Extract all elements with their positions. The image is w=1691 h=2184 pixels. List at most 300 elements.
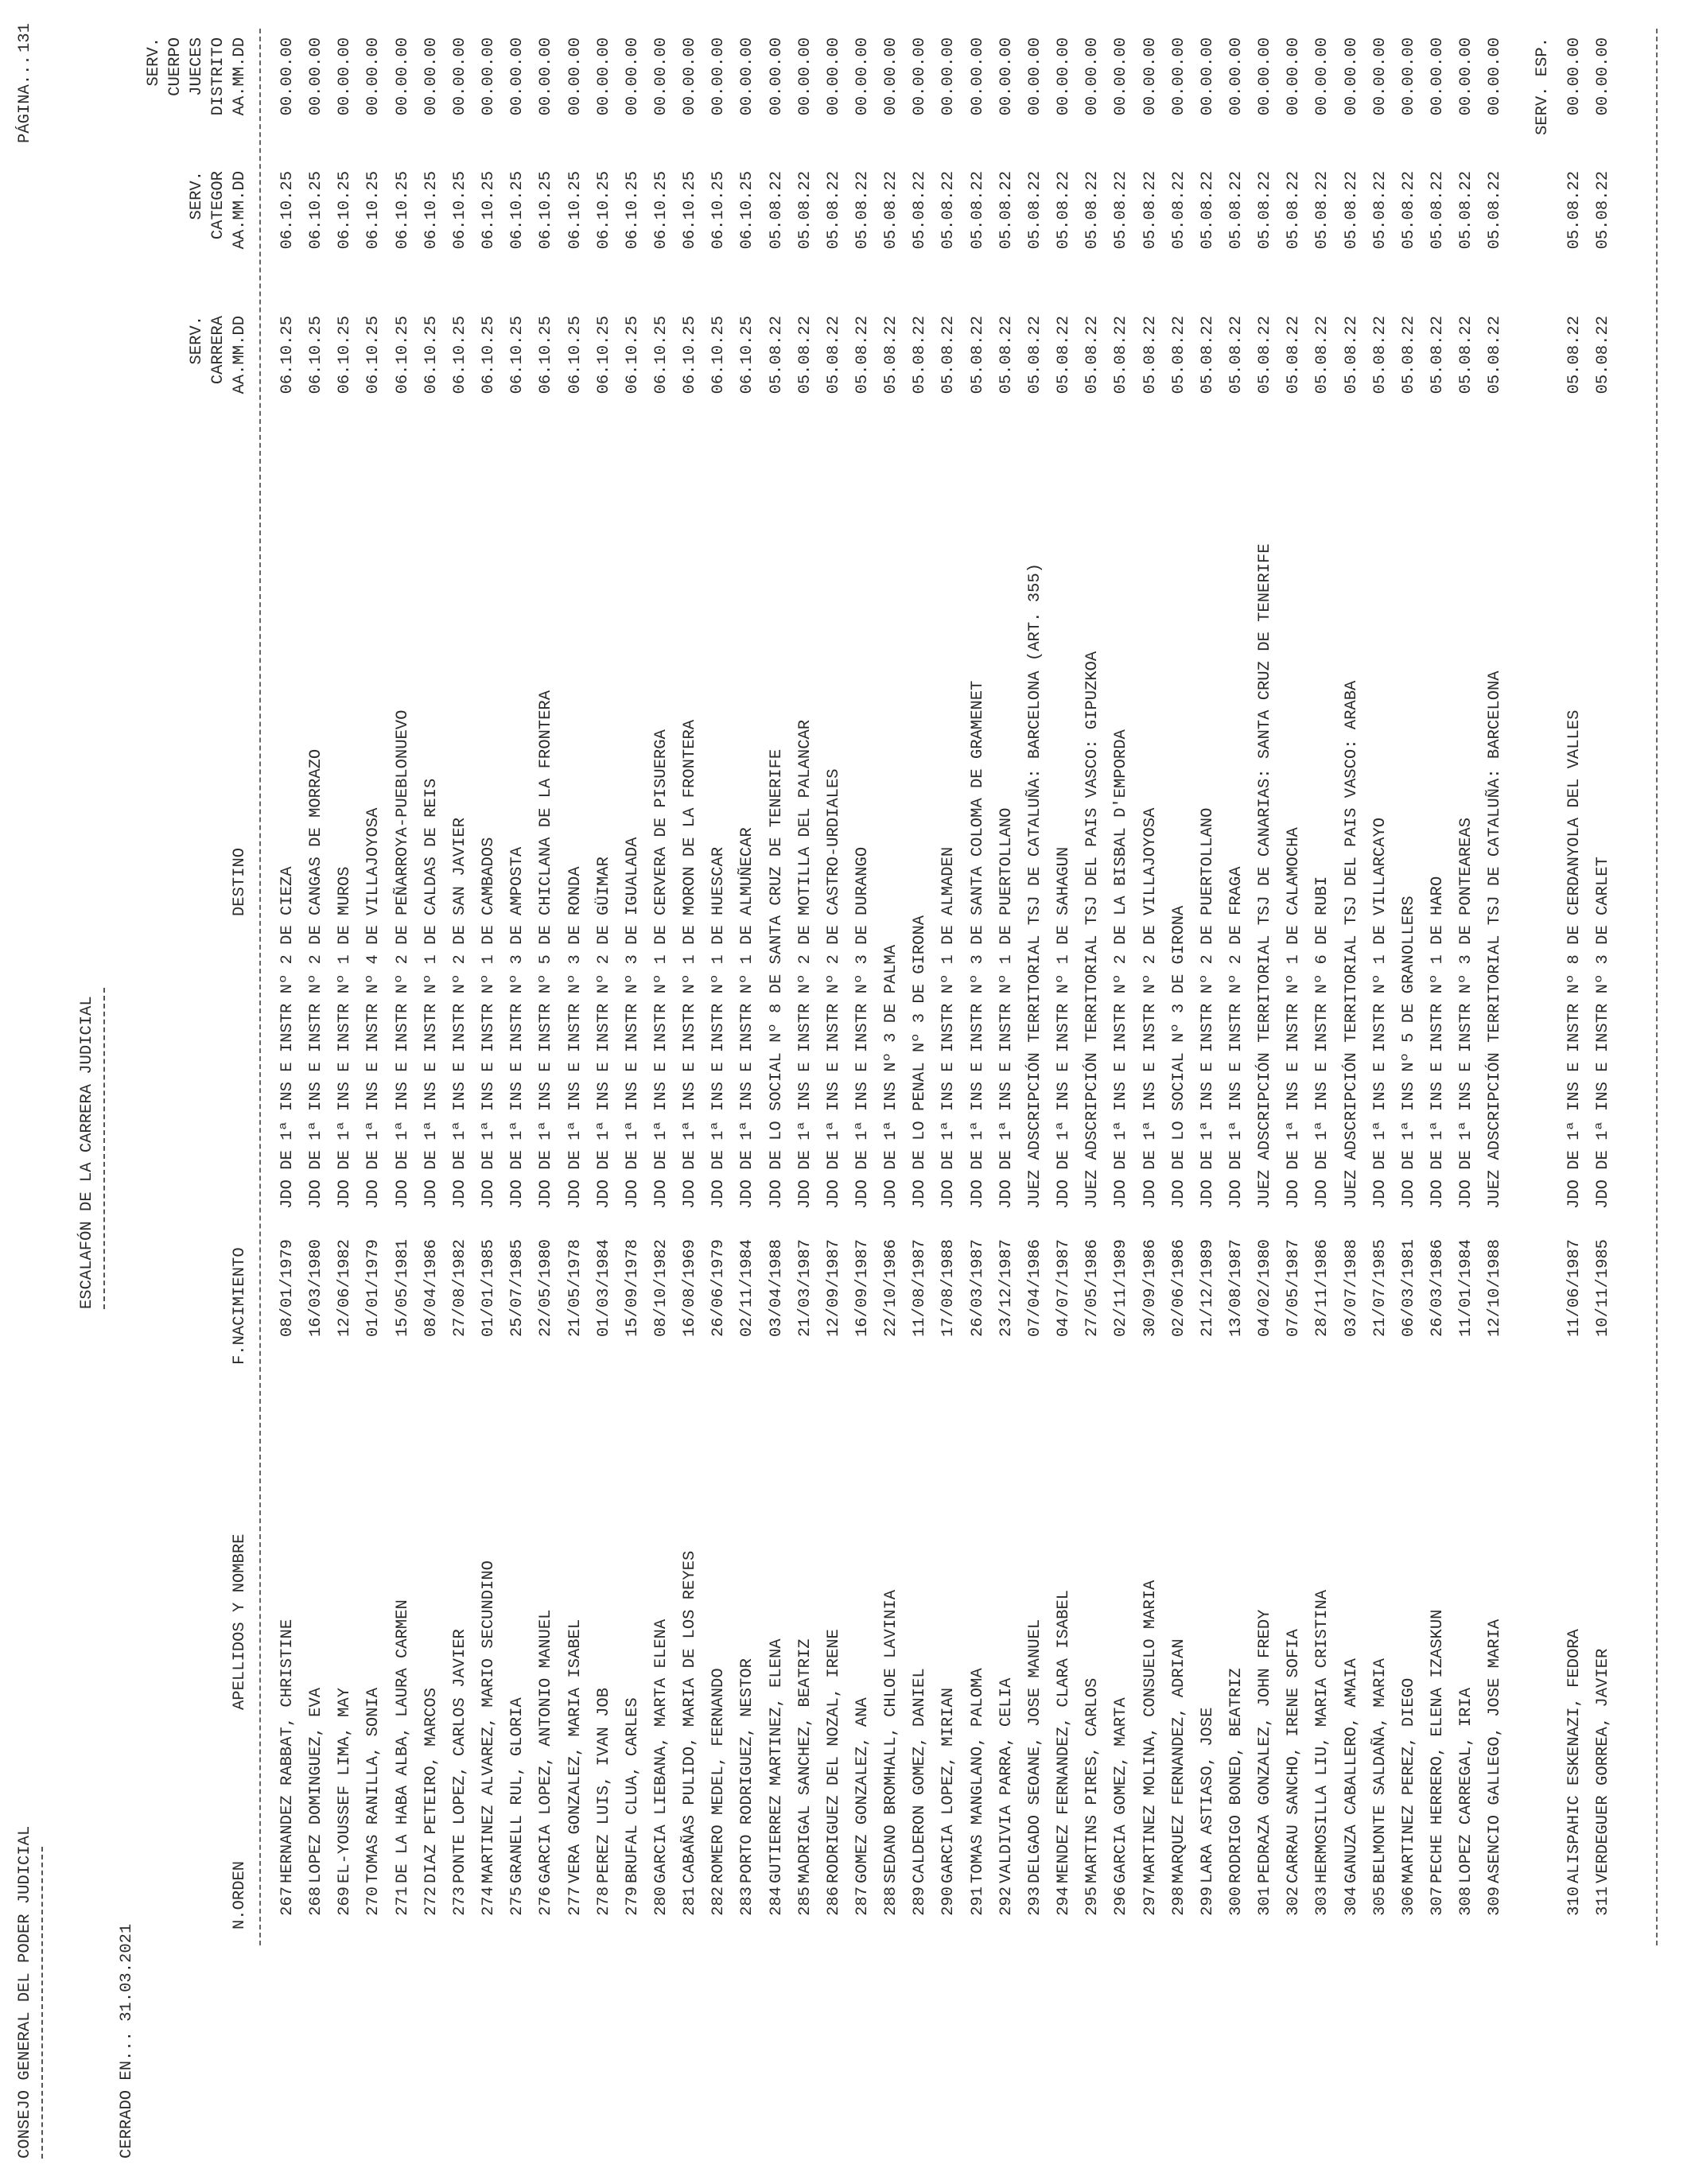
col-header-serv-body-4: DISTRITO	[209, 37, 227, 116]
row-name: SEDANO BROMHALL, CHLOE LAVINIA	[882, 1589, 901, 1883]
col-header-destination: DESTINO	[231, 847, 249, 916]
row-destination: JUEZ ADSCRIPCIÓN TERRITORIAL TSJ DE CATALUÑA: BARCELONA (ART. 355)	[1025, 563, 1044, 1209]
table-row	[1424, 0, 1452, 2184]
header-rule	[259, 29, 261, 1945]
row-birth: 22/10/1986	[882, 1239, 901, 1338]
row-serv-career: 05.08.22	[1594, 316, 1613, 394]
row-serv-category: 05.08.22	[767, 171, 786, 250]
row-serv-body: 00.00.00	[1486, 37, 1505, 116]
row-birth: 11/06/1987	[1565, 1239, 1584, 1338]
row-destination: JDO DE LO PENAL Nº 3 DE GIRONA	[911, 915, 930, 1209]
row-birth: 02/11/1989	[1112, 1239, 1131, 1338]
row-name: RODRIGUEZ DEL NOZAL, IRENE	[824, 1629, 843, 1883]
row-serv-category: 05.08.22	[853, 171, 872, 250]
table-row	[1137, 0, 1165, 2184]
row-serv-category: 05.08.22	[1055, 171, 1074, 250]
row-serv-career: 06.10.25	[364, 316, 383, 394]
table-row	[763, 0, 791, 2184]
row-serv-career: 05.08.22	[1399, 316, 1418, 394]
row-name: CARRAU SANCHO, IRENE SOFIA	[1285, 1629, 1304, 1883]
row-serv-body: 00.00.00	[480, 37, 499, 116]
page-title-underline	[103, 988, 105, 1309]
row-serv-category: 06.10.25	[709, 171, 729, 250]
row-serv-career: 05.08.22	[911, 316, 930, 394]
row-serv-category: 05.08.22	[997, 171, 1016, 250]
table-row	[1338, 0, 1366, 2184]
row-serv-body: 00.00.00	[1594, 37, 1613, 116]
col-header-serv-body-1: SERV.	[145, 37, 163, 87]
row-serv-body: 00.00.00	[1198, 37, 1217, 116]
page-label: PÁGINA...	[16, 55, 34, 143]
table-row	[964, 0, 993, 2184]
row-name: CALDERON GOMEZ, DANIEL	[911, 1668, 930, 1883]
table-row	[274, 0, 302, 2184]
row-name: MARTINEZ PEREZ, DIEGO	[1399, 1677, 1418, 1883]
row-birth: 21/07/1985	[1370, 1239, 1390, 1338]
table-row	[1251, 0, 1280, 2184]
row-birth: 21/03/1987	[795, 1239, 814, 1338]
row-order: 289	[911, 1887, 930, 1916]
row-birth: 13/08/1987	[1226, 1239, 1246, 1338]
col-header-serv-career-3: AA.MM.DD	[231, 316, 249, 394]
row-serv-career: 06.10.25	[393, 316, 412, 394]
row-name: MARTINEZ ALVAREZ, MARIO SECUNDINO	[480, 1560, 499, 1883]
col-header-order: N.ORDEN	[231, 1860, 249, 1929]
row-serv-career: 06.10.25	[480, 316, 499, 394]
row-destination: JDO DE 1ª INS E INSTR Nº 3 DE CARLET	[1594, 857, 1613, 1209]
row-order: 311	[1594, 1887, 1613, 1916]
row-serv-career: 06.10.25	[508, 316, 527, 394]
row-name: PECHE HERRERO, ELENA IZASKUN	[1429, 1609, 1447, 1883]
table-row	[705, 0, 733, 2184]
row-serv-category: 05.08.22	[939, 171, 958, 250]
row-birth: 12/10/1988	[1486, 1239, 1505, 1338]
row-serv-body: 00.00.00	[1025, 37, 1044, 116]
row-destination: JDO DE 1ª INS E INSTR Nº 1 DE CALDAS DE REIS	[422, 778, 441, 1209]
closed-date: CERRADO EN... 31.03.2021	[118, 1923, 136, 2159]
table-row	[475, 0, 503, 2184]
row-serv-career: 06.10.25	[681, 316, 700, 394]
row-serv-career: 06.10.25	[307, 316, 326, 394]
row-destination: JDO DE 1ª INS E INSTR Nº 2 DE CANGAS DE MORRAZO	[307, 748, 326, 1209]
row-order: 283	[738, 1887, 757, 1916]
row-order: 277	[566, 1887, 585, 1916]
row-serv-body: 00.00.00	[939, 37, 958, 116]
table-row	[877, 0, 906, 2184]
row-serv-career: 05.08.22	[997, 316, 1016, 394]
table-row	[993, 0, 1021, 2184]
row-order: 268	[307, 1887, 326, 1916]
row-serv-body: 00.00.00	[1112, 37, 1131, 116]
row-serv-body: 00.00.00	[278, 37, 297, 116]
table-row	[1021, 0, 1050, 2184]
row-serv-body: 00.00.00	[1226, 37, 1246, 116]
row-serv-body: 00.00.00	[566, 37, 585, 116]
row-birth: 22/05/1980	[537, 1239, 556, 1338]
row-name: DELGADO SEOANE, JOSE MANUEL	[1025, 1619, 1044, 1883]
table-row	[1452, 0, 1481, 2184]
row-birth: 11/08/1987	[911, 1239, 930, 1338]
row-name: VALDIVIA PARRA, CELIA	[997, 1677, 1016, 1883]
table-row	[1561, 0, 1589, 2184]
row-serv-category: 05.08.22	[968, 171, 987, 250]
row-serv-body: 00.00.00	[651, 37, 671, 116]
row-birth: 28/11/1986	[1313, 1239, 1332, 1338]
row-destination: JDO DE 1ª INS E INSTR Nº 4 DE VILLAJOYOSA	[364, 807, 383, 1209]
row-serv-body: 00.00.00	[1083, 37, 1102, 116]
table-row	[820, 0, 849, 2184]
row-serv-body: 00.00.00	[1399, 37, 1418, 116]
col-header-birth: F.NACIMIENTO	[231, 1247, 249, 1365]
row-serv-category: 05.08.22	[882, 171, 901, 250]
row-order: 307	[1429, 1887, 1447, 1916]
row-serv-career: 05.08.22	[1169, 316, 1188, 394]
row-serv-career: 05.08.22	[1285, 316, 1304, 394]
row-destination: JDO DE 1ª INS E INSTR Nº 1 DE VILLARCAYO	[1370, 817, 1390, 1209]
row-serv-category: 05.08.22	[1025, 171, 1044, 250]
row-serv-career: 05.08.22	[939, 316, 958, 394]
row-birth: 30/09/1986	[1141, 1239, 1160, 1338]
row-serv-body: 00.00.00	[1313, 37, 1332, 116]
row-serv-career: 05.08.22	[1025, 316, 1044, 394]
col-header-serv-body-5: AA.MM.DD	[231, 37, 249, 116]
row-serv-career: 05.08.22	[1313, 316, 1332, 394]
row-destination: JUEZ ADSCRIPCIÓN TERRITORIAL TSJ DEL PAIS VASCO: GIPUZKOA	[1083, 651, 1102, 1209]
row-serv-category: 05.08.22	[1256, 171, 1275, 250]
row-serv-career: 05.08.22	[1370, 316, 1390, 394]
row-name: LARA ASTIASO, JOSE	[1198, 1707, 1217, 1883]
table-row	[590, 0, 619, 2184]
table-row	[647, 0, 676, 2184]
row-name: TOMAS RANILLA, SONIA	[364, 1687, 383, 1883]
row-name: GANUZA CABALLERO, AMAIA	[1342, 1658, 1361, 1883]
row-serv-body: 00.00.00	[853, 37, 872, 116]
row-order: 292	[997, 1887, 1016, 1916]
row-serv-career: 06.10.25	[450, 316, 469, 394]
col-header-name: APELLIDOS Y NOMBRE	[231, 1533, 249, 1710]
row-name: CABAÑAS PULIDO, MARIA DE LOS REYES	[681, 1550, 700, 1883]
row-name: PEDRAZA GONZALEZ, JOHN FREDY	[1256, 1609, 1275, 1883]
row-order: 290	[939, 1887, 958, 1916]
row-serv-body: 00.00.00	[422, 37, 441, 116]
row-birth: 10/11/1985	[1594, 1239, 1613, 1338]
row-serv-body: 00.00.00	[767, 37, 786, 116]
page-title: ESCALAFÓN DE LA CARRERA JUDICIAL	[78, 996, 96, 1309]
row-name: GARCIA LOPEZ, ANTONIO MANUEL	[537, 1609, 556, 1883]
row-name: LOPEZ CARREGAL, IRIA	[1457, 1687, 1476, 1883]
row-order: 291	[968, 1887, 987, 1916]
row-name: GARCIA LOPEZ, MIRIAN	[939, 1687, 958, 1883]
row-serv-body: 00.00.00	[393, 37, 412, 116]
row-serv-career: 05.08.22	[1226, 316, 1246, 394]
row-serv-category: 06.10.25	[681, 171, 700, 250]
row-serv-category: 05.08.22	[1370, 171, 1390, 250]
row-birth: 01/03/1984	[594, 1239, 613, 1338]
footer-rule	[1656, 29, 1658, 1945]
table-row	[331, 0, 360, 2184]
row-birth: 16/09/1987	[853, 1239, 872, 1338]
row-name: PONTE LOPEZ, CARLOS JAVIER	[450, 1629, 469, 1883]
row-order: 298	[1169, 1887, 1188, 1916]
row-destination: JDO DE 1ª INS E INSTR Nº 1 DE SAHAGUN	[1055, 846, 1074, 1209]
row-serv-category: 06.10.25	[537, 171, 556, 250]
row-serv-body: 00.00.00	[1429, 37, 1447, 116]
row-name: LOPEZ DOMINGUEZ, EVA	[307, 1687, 326, 1883]
row-name: GUTIERREZ MARTINEZ, ELENA	[767, 1638, 786, 1883]
row-name: MARTINEZ MOLINA, CONSUELO MARIA	[1141, 1580, 1160, 1883]
row-serv-career: 05.08.22	[1342, 316, 1361, 394]
row-serv-career: 05.08.22	[1055, 316, 1074, 394]
row-order: 310	[1565, 1887, 1584, 1916]
row-destination: JDO DE 1ª INS E INSTR Nº 3 DE SANTA COLOMA DE GRAMENET	[968, 680, 987, 1209]
row-destination: JDO DE 1ª INS E INSTR Nº 3 DE PONTEAREAS	[1457, 817, 1476, 1209]
table-row	[1079, 0, 1107, 2184]
table-row	[733, 0, 762, 2184]
row-serv-body: 00.00.00	[997, 37, 1016, 116]
row-birth: 03/04/1988	[767, 1239, 786, 1338]
row-order: 282	[709, 1887, 729, 1916]
row-order: 303	[1313, 1887, 1332, 1916]
row-destination: JUEZ ADSCRIPCIÓN TERRITORIAL TSJ DE CANARIAS: SANTA CRUZ DE TENERIFE	[1256, 543, 1275, 1209]
row-serv-career: 05.08.22	[1565, 316, 1584, 394]
row-order: 309	[1486, 1887, 1505, 1916]
row-serv-category: 06.10.25	[450, 171, 469, 250]
row-serv-category: 05.08.22	[1486, 171, 1505, 250]
row-destination: JDO DE 1ª INS E INSTR Nº 3 DE DURANGO	[853, 846, 872, 1209]
table-row	[1481, 0, 1510, 2184]
row-serv-career: 05.08.22	[795, 316, 814, 394]
row-serv-career: 05.08.22	[1141, 316, 1160, 394]
row-serv-body: 00.00.00	[537, 37, 556, 116]
row-birth: 01/01/1985	[480, 1239, 499, 1338]
row-name: TOMAS MANGLANO, PALOMA	[968, 1668, 987, 1883]
row-destination: JDO DE 1ª INS E INSTR Nº 2 DE CIEZA	[278, 866, 297, 1209]
row-serv-body: 00.00.00	[364, 37, 383, 116]
row-order: 269	[336, 1887, 355, 1916]
row-serv-career: 06.10.25	[651, 316, 671, 394]
row-destination: JDO DE 1ª INS E INSTR Nº 1 DE MORON DE LA FRONTERA	[681, 719, 700, 1209]
row-destination: JDO DE 1ª INS E INSTR Nº 8 DE CERDANYOLA DEL VALLES	[1565, 709, 1584, 1209]
col-header-serv-career-2: CARRERA	[209, 316, 227, 385]
row-destination: JDO DE 1ª INS E INSTR Nº 2 DE CASTRO-URDIALES	[824, 768, 843, 1209]
table-row	[1589, 0, 1618, 2184]
row-name: VERA GONZALEZ, MARIA ISABEL	[566, 1619, 585, 1883]
table-row	[389, 0, 418, 2184]
row-destination: JDO DE 1ª INS E INSTR Nº 1 DE PUERTOLLANO	[997, 807, 1016, 1209]
row-destination: JDO DE 1ª INS E INSTR Nº 3 DE AMPOSTA	[508, 846, 527, 1209]
row-serv-career: 05.08.22	[853, 316, 872, 394]
row-destination: JDO DE 1ª INS E INSTR Nº 2 DE GÜIMAR	[594, 857, 613, 1209]
row-birth: 11/01/1984	[1457, 1239, 1476, 1338]
row-birth: 26/03/1986	[1429, 1239, 1447, 1338]
table-row	[1366, 0, 1395, 2184]
row-birth: 27/08/1982	[450, 1239, 469, 1338]
row-serv-body: 00.00.00	[1256, 37, 1275, 116]
row-serv-category: 05.08.22	[1226, 171, 1246, 250]
row-name: PEREZ LUIS, IVAN JOB	[594, 1687, 613, 1883]
row-serv-career: 05.08.22	[1083, 316, 1102, 394]
row-destination: JDO DE 1ª INS E INSTR Nº 2 DE VILLAJOYOSA	[1141, 807, 1160, 1209]
row-destination: JDO DE 1ª INS Nº 5 DE GRANOLLERS	[1399, 896, 1418, 1209]
table-row	[532, 0, 561, 2184]
row-serv-body: 00.00.00	[1285, 37, 1304, 116]
row-birth: 07/04/1986	[1025, 1239, 1044, 1338]
row-destination: JDO DE 1ª INS E INSTR Nº 3 DE IGUALADA	[623, 837, 642, 1209]
row-serv-category: 06.10.25	[422, 171, 441, 250]
row-destination: JDO DE 1ª INS E INSTR Nº 2 DE SAN JAVIER	[450, 817, 469, 1209]
row-serv-category: 06.10.25	[738, 171, 757, 250]
row-destination: JDO DE 1ª INS E INSTR Nº 3 DE RONDA	[566, 866, 585, 1209]
row-order: 267	[278, 1887, 297, 1916]
row-serv-category: 06.10.25	[651, 171, 671, 250]
table-row	[1308, 0, 1337, 2184]
row-order: 281	[681, 1887, 700, 1916]
row-serv-category: 06.10.25	[307, 171, 326, 250]
row-name: GRANELL RUL, GLORIA	[508, 1697, 527, 1883]
row-order: 272	[422, 1887, 441, 1916]
row-serv-body: 00.00.00	[1169, 37, 1188, 116]
row-birth: 12/06/1982	[336, 1239, 355, 1338]
row-order: 302	[1285, 1887, 1304, 1916]
row-serv-body: 00.00.00	[1370, 37, 1390, 116]
table-row	[1107, 0, 1136, 2184]
row-destination: JDO DE 1ª INS E INSTR Nº 2 DE FRAGA	[1226, 866, 1246, 1209]
row-birth: 01/01/1979	[364, 1239, 383, 1338]
row-serv-body: 00.00.00	[1565, 37, 1584, 116]
row-birth: 08/01/1979	[278, 1239, 297, 1338]
row-serv-body: 00.00.00	[1342, 37, 1361, 116]
row-destination: JUEZ ADSCRIPCIÓN TERRITORIAL TSJ DE CATALUÑA: BARCELONA	[1486, 670, 1505, 1209]
row-serv-career: 06.10.25	[278, 316, 297, 394]
row-birth: 15/05/1981	[393, 1239, 412, 1338]
row-serv-career: 06.10.25	[566, 316, 585, 394]
row-serv-career: 05.08.22	[1198, 316, 1217, 394]
row-order: 274	[480, 1887, 499, 1916]
col-header-serv-career-1: SERV.	[188, 316, 206, 365]
row-serv-category: 06.10.25	[480, 171, 499, 250]
row-name: MENDEZ FERNANDEZ, CLARA ISABEL	[1055, 1589, 1074, 1883]
row-name: GARCIA LIEBANA, MARTA ELENA	[651, 1619, 671, 1883]
row-birth: 07/05/1987	[1285, 1239, 1304, 1338]
row-birth: 21/05/1978	[566, 1239, 585, 1338]
row-serv-career: 05.08.22	[1457, 316, 1476, 394]
row-serv-category: 06.10.25	[594, 171, 613, 250]
row-name: MARQUEZ FERNANDEZ, ADRIAN	[1169, 1638, 1188, 1883]
row-serv-category: 05.08.22	[1285, 171, 1304, 250]
col-header-serv-category-2: CATEGOR	[209, 171, 227, 240]
row-destination: JDO DE 1ª INS E INSTR Nº 2 DE MOTILLA DEL PALANCAR	[795, 719, 814, 1209]
row-birth: 06/03/1981	[1399, 1239, 1418, 1338]
row-order: 273	[450, 1887, 469, 1916]
row-birth: 02/06/1986	[1169, 1239, 1188, 1338]
row-serv-career: 05.08.22	[1429, 316, 1447, 394]
row-serv-career: 06.10.25	[422, 316, 441, 394]
row-serv-career: 05.08.22	[1112, 316, 1131, 394]
row-serv-body: 00.00.00	[307, 37, 326, 116]
row-order: 295	[1083, 1887, 1102, 1916]
row-name: GOMEZ GONZALEZ, ANA	[853, 1697, 872, 1883]
row-destination: JDO DE LO SOCIAL Nº 8 DE SANTA CRUZ DE TENERIFE	[767, 748, 786, 1209]
row-serv-body: 00.00.00	[336, 37, 355, 116]
table-row	[1280, 0, 1308, 2184]
row-destination: JDO DE 1ª INS E INSTR Nº 1 DE HARO	[1429, 876, 1447, 1209]
row-serv-category: 05.08.22	[1429, 171, 1447, 250]
row-order: 306	[1399, 1887, 1418, 1916]
row-birth: 08/04/1986	[422, 1239, 441, 1338]
row-order: 285	[795, 1887, 814, 1916]
row-destination: JDO DE 1ª INS E INSTR Nº 1 DE CAMBADOS	[480, 837, 499, 1209]
row-serv-career: 06.10.25	[594, 316, 613, 394]
row-order: 275	[508, 1887, 527, 1916]
row-name: ROMERO MEDEL, FERNANDO	[709, 1668, 729, 1883]
row-serv-category: 05.08.22	[911, 171, 930, 250]
row-birth: 16/03/1980	[307, 1239, 326, 1338]
row-order: 286	[824, 1887, 843, 1916]
row-birth: 21/12/1989	[1198, 1239, 1217, 1338]
row-name: GARCIA GOMEZ, MARTA	[1112, 1697, 1131, 1883]
row-serv-body: 00.00.00	[1457, 37, 1476, 116]
row-serv-body: 00.00.00	[1141, 37, 1160, 116]
row-serv-category: 05.08.22	[1141, 171, 1160, 250]
row-serv-body: 00.00.00	[738, 37, 757, 116]
row-order: 287	[853, 1887, 872, 1916]
table-row	[1165, 0, 1194, 2184]
table-row	[1050, 0, 1079, 2184]
row-destination: JDO DE 1ª INS E INSTR Nº 6 DE RUBI	[1313, 876, 1332, 1209]
row-serv-career: 05.08.22	[968, 316, 987, 394]
table-row	[935, 0, 963, 2184]
row-serv-career: 06.10.25	[336, 316, 355, 394]
row-serv-body: 00.00.00	[681, 37, 700, 116]
row-serv-category: 05.08.22	[1198, 171, 1217, 250]
row-order: 308	[1457, 1887, 1476, 1916]
row-serv-career: 06.10.25	[738, 316, 757, 394]
row-name: ALISPAHIC ESKENAZI, FEDORA	[1565, 1629, 1584, 1883]
row-serv-body: 00.00.00	[450, 37, 469, 116]
row-birth: 12/09/1987	[824, 1239, 843, 1338]
row-order: 271	[393, 1887, 412, 1916]
row-destination: JDO DE 1ª INS E INSTR Nº 1 DE ALMADEN	[939, 846, 958, 1209]
row-serv-body: 00.00.00	[968, 37, 987, 116]
row-destination: JUEZ ADSCRIPCIÓN TERRITORIAL TSJ DEL PAIS VASCO: ARABA	[1342, 680, 1361, 1209]
institution-underline	[41, 1847, 43, 2159]
row-destination: JDO DE 1ª INS E INSTR Nº 1 DE HUESCAR	[709, 846, 729, 1209]
row-order: 284	[767, 1887, 786, 1916]
row-birth: 17/08/1988	[939, 1239, 958, 1338]
row-name: EL-YOUSSEF LIMA, MAY	[336, 1687, 355, 1883]
row-order: 304	[1342, 1887, 1361, 1916]
row-serv-career: 06.10.25	[537, 316, 556, 394]
row-name: BELMONTE SALDAÑA, MARIA	[1370, 1658, 1390, 1883]
row-name: DIAZ PETEIRO, MARCOS	[422, 1687, 441, 1883]
row-serv-career: 05.08.22	[1486, 316, 1505, 394]
row-serv-career: 06.10.25	[709, 316, 729, 394]
table-row	[302, 0, 331, 2184]
row-name: MARTINS PIRES, CARLOS	[1083, 1677, 1102, 1883]
row-birth: 15/09/1978	[623, 1239, 642, 1338]
row-birth: 23/12/1987	[997, 1239, 1016, 1338]
row-order: 278	[594, 1887, 613, 1916]
row-serv-category: 05.08.22	[1565, 171, 1584, 250]
row-order: 279	[623, 1887, 642, 1916]
row-order: 296	[1112, 1887, 1131, 1916]
row-serv-category: 06.10.25	[623, 171, 642, 250]
row-serv-category: 05.08.22	[1169, 171, 1188, 250]
row-order: 280	[651, 1887, 671, 1916]
row-serv-body: 00.00.00	[623, 37, 642, 116]
row-serv-category: 05.08.22	[824, 171, 843, 250]
row-birth: 25/07/1985	[508, 1239, 527, 1338]
